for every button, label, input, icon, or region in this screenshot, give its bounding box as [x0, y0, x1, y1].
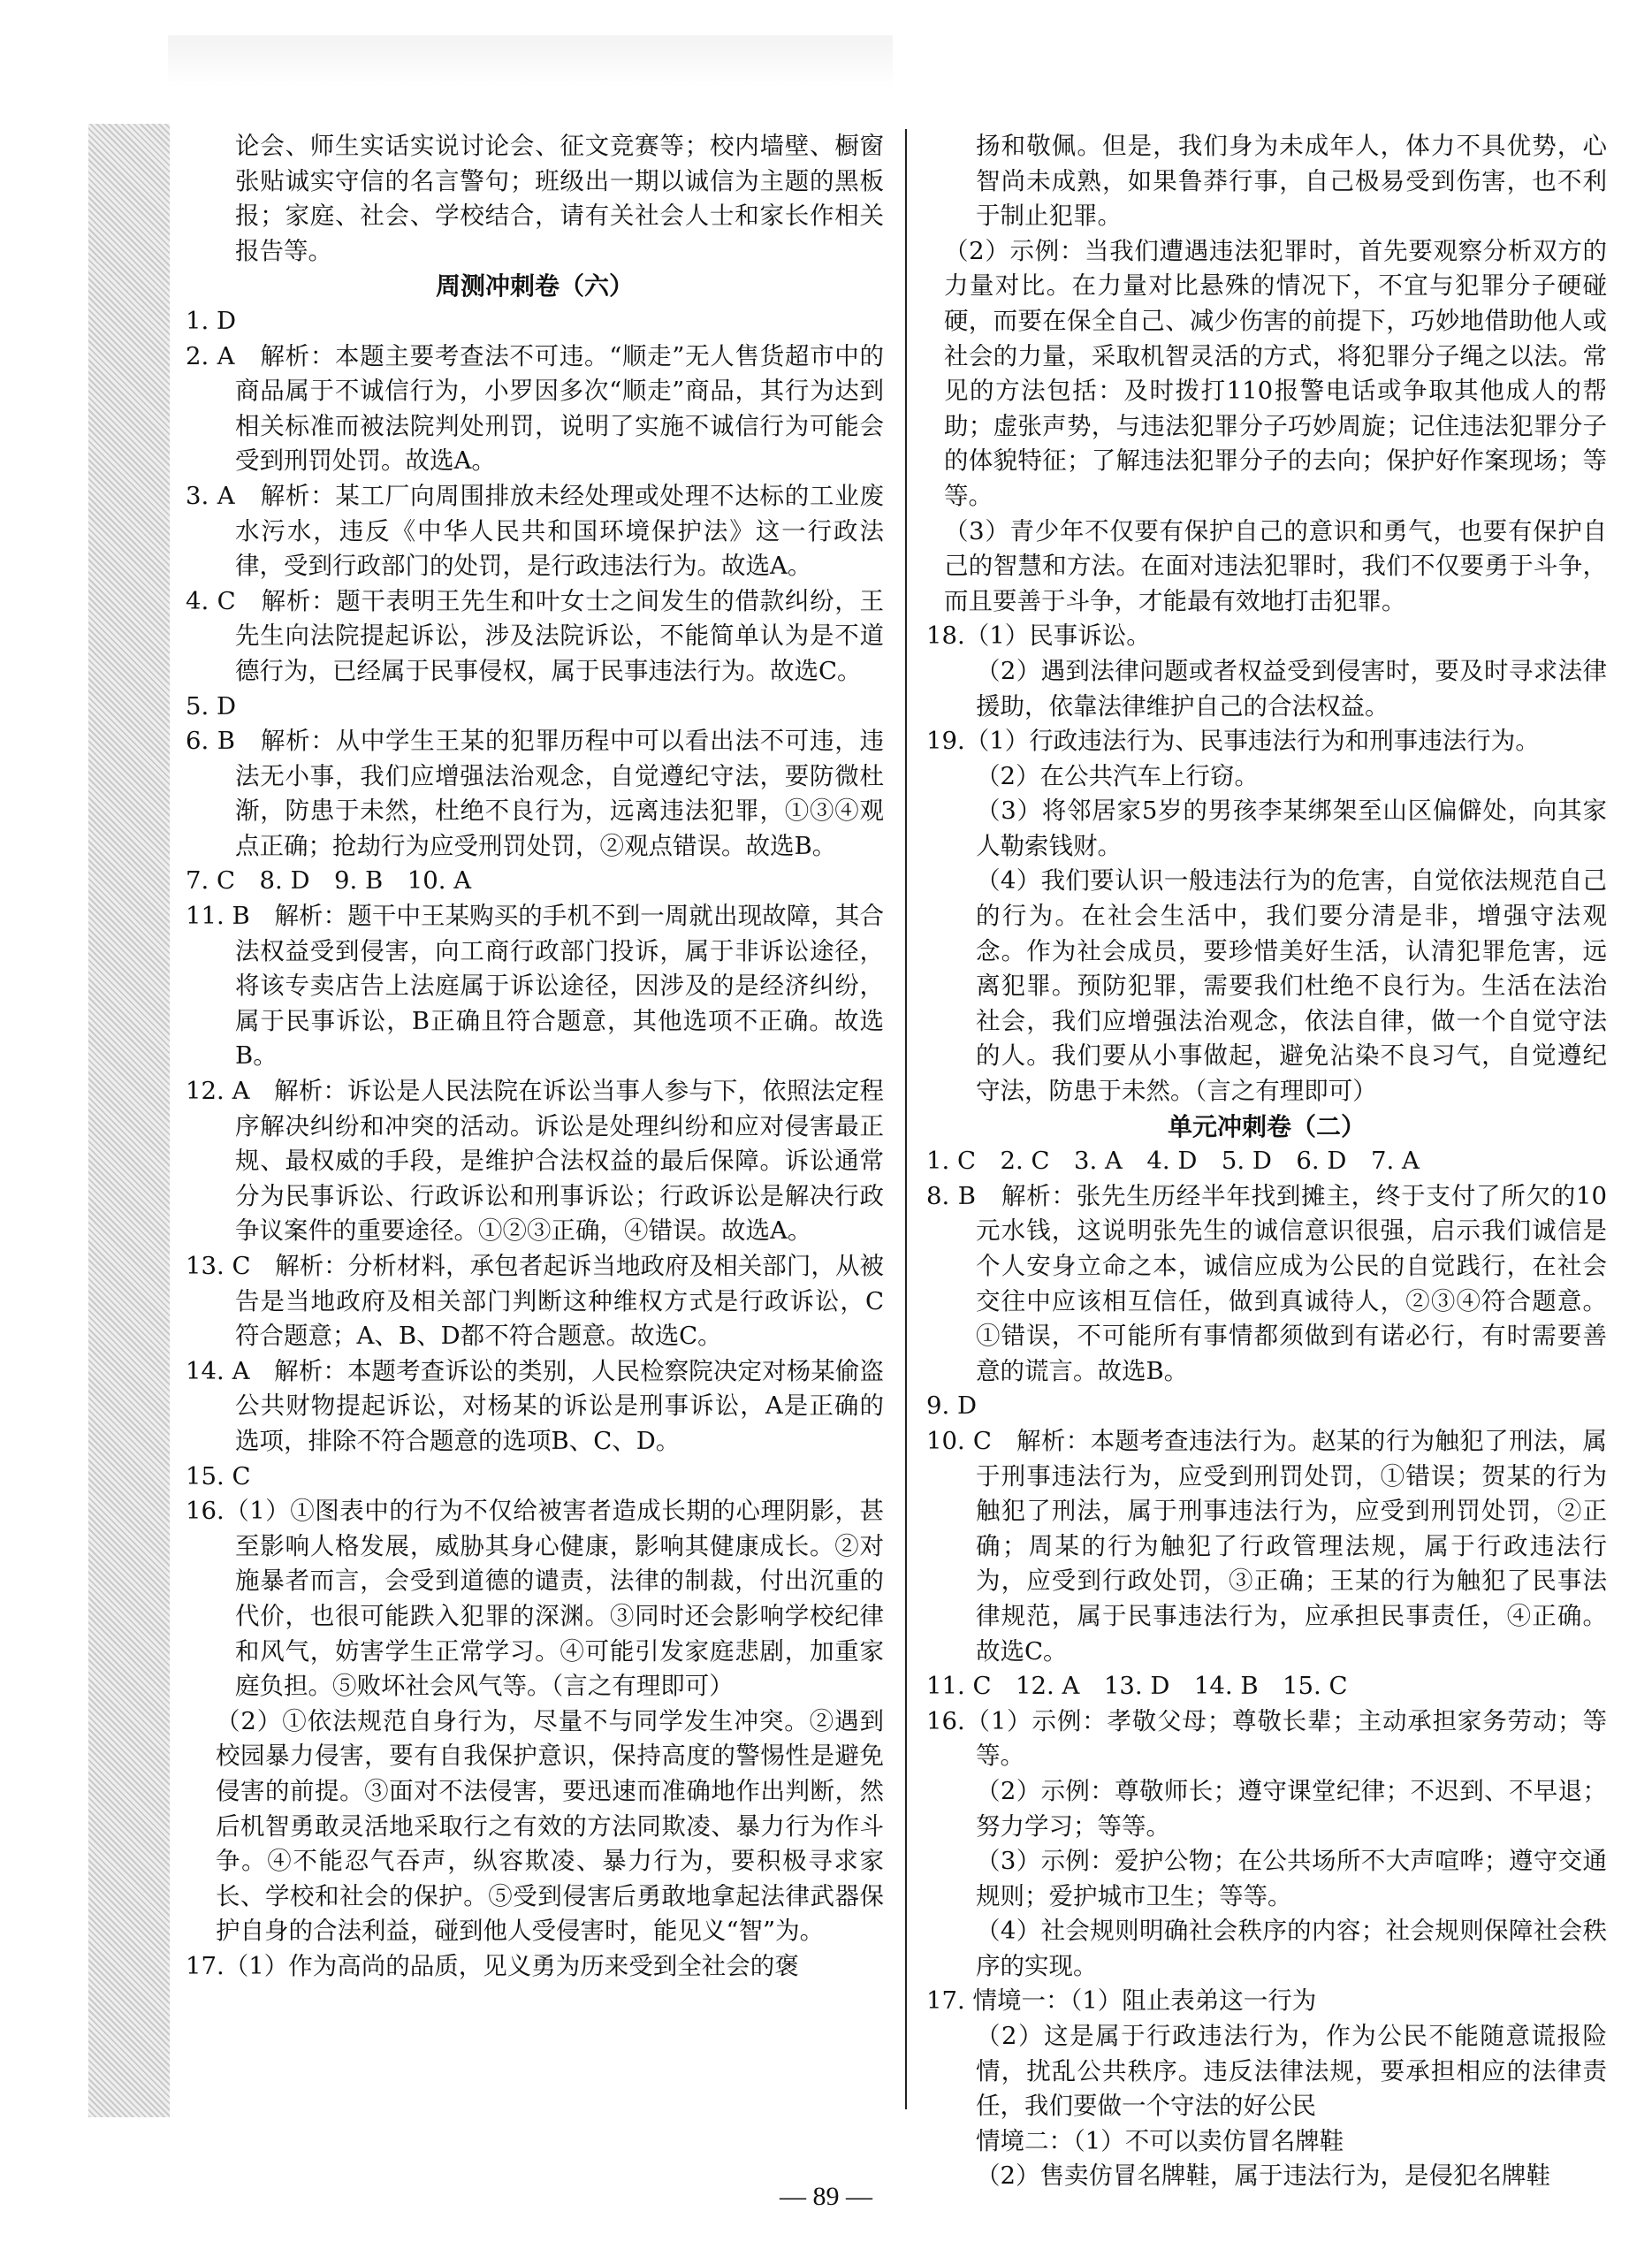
scan-smudge	[168, 35, 893, 88]
answer-item: （2）①依法规范自身行为，尽量不与同学发生冲突。②遇到校园暴力侵害，要有自我保护意识，保持高度的警惕性是避免侵害的前提。③面对不法侵害，要迅速而准确地作出判断，然后机智勇敢灵活地采取行之有效的方法同欺凌、暴力行为作斗争。④不能忍气吞声，纵容欺凌、暴力行为，要积极寻求家长、学校和社会的保护。⑤受到侵害后勇敢地拿起法律武器保护自身的合法利益，碰到他人受侵害时，能见义“智”为。	[216, 1706, 884, 1946]
answer-item: 18.（1）民事诉讼。	[926, 621, 1151, 651]
answer-item: 15. C	[186, 1461, 251, 1490]
section-title: 单元冲刺卷（二）	[1167, 1111, 1366, 1141]
column-divider	[905, 129, 907, 2109]
answer-item: （2）示例：当我们遭遇违法犯罪时，首先要观察分析双方的力量对比。在力量对比悬殊的情况下，不宜与犯罪分子硬碰硬，而要在保全自己、减少伤害的前提下，巧妙地借助他人或社会的力量，采取机智灵活的方式，将犯罪分子绳之以法。常见的方法包括：及时拨打110报警电话或争取其他成人的帮助；虚张声势，与违法犯罪分子巧妙周旋；记住违法犯罪分子的体貌特征；了解违法犯罪分子的去向；保护好作案现场；等等。	[944, 236, 1607, 510]
answer-item: 11. B 解析：题干中王某购买的手机不到一周就出现故障，其合法权益受到侵害，向工商行政部门投诉，属于非诉讼途径，将该专卖店告上法庭属于诉讼途径，因涉及的是经济纠纷，属于民事诉讼，B正确且符合题意，其他选项不正确。故选B。	[186, 902, 884, 1071]
answer-item: 3. A 解析：某工厂向周围排放未经处理或处理不达标的工业废水污水，违反《中华人民共和国环境保护法》这一行政法律，受到行政部门的处罚，是行政违法行为。故选A。	[186, 481, 884, 581]
answer-item: 7. C 8. D 9. B 10. A	[186, 866, 472, 896]
page-number: — 89 —	[780, 2182, 872, 2211]
answer-item: 情境二：（1）不可以卖仿冒名牌鞋	[976, 2126, 1344, 2155]
answer-item: 2. A 解析：本题主要考查法不可违。“顺走”无人售货超市中的商品属于不诚信行为，小罗因多次“顺走”商品，其行为达到相关标准而被法院判处刑罚，说明了实施不诚信行为可能会受到刑罚处罚。故选A。	[186, 341, 884, 476]
answer-item: （3）将邻居家5岁的男孩李某绑架至山区偏僻处，向其家人勒索钱财。	[976, 797, 1607, 860]
answer-item: 9. D	[926, 1391, 978, 1421]
answer-item: 1. C 2. C 3. A 4. D 5. D 6. D 7. A	[926, 1147, 1420, 1176]
answer-item: 6. B 解析：从中学生王某的犯罪历程中可以看出法不可违，违法无小事，我们应增强法治观念，自觉遵纪守法，要防微杜渐，防患于未然，杜绝不良行为，远离违法犯罪，①③④观点正确；抢劫行为应受刑罚处罚，②观点错误。故选B。	[186, 727, 884, 860]
answer-item: 12. A 解析：诉讼是人民法院在诉讼当事人参与下，依照法定程序解决纠纷和冲突的活动。诉讼是处理纠纷和应对侵害最正规、最权威的手段，是维护合法权益的最后保障。诉讼通常分为民事诉讼、行政诉讼和刑事诉讼；行政诉讼是解决行政争议案件的重要途径。①②③正确，④错误。故选A。	[186, 1077, 884, 1246]
answer-item: 13. C 解析：分析材料，承包者起诉当地政府及相关部门，从被告是当地政府及相关部门判断这种维权方式是行政诉讼，C符合题意；A、B、D都不符合题意。故选C。	[186, 1252, 884, 1351]
answer-item: （2）这是属于行政违法行为，作为公民不能随意谎报险情，扰乱公共秩序。违反法律法规，要承担相应的法律责任，我们要做一个守法的好公民	[976, 2022, 1607, 2121]
answer-item: 11. C 12. A 13. D 14. B 15. C	[926, 1672, 1348, 1701]
answer-item: 8. B 解析：张先生历经半年找到摊主，终于支付了所欠的10元水钱，这说明张先生的诚信意识很强，启示我们诚信是个人安身立命之本，诚信应成为公民的自觉践行，在社会交往中应该相互信任，做到真诚待人，②③④符合题意。①错误，不可能所有事情都须做到有诺必行，有时需要善意的谎言。故选B。	[926, 1181, 1607, 1385]
answer-item: 16.（1）示例：孝敬父母；尊敬长辈；主动承担家务劳动；等等。	[926, 1706, 1607, 1771]
answer-item: 16.（1）①图表中的行为不仅给被害者造成长期的心理阴影，甚至影响人格发展，威胁其身心健康，影响其健康成长。②对施暴者而言，会受到道德的谴责，法律的制裁，付出沉重的代价，也很可能跌入犯罪的深渊。③同时还会影响学校纪律和风气，妨害学生正常学习。④可能引发家庭悲剧，加重家庭负担。⑤败坏社会风气等。（言之有理即可）	[186, 1497, 884, 1701]
answer-item: 17.（1）作为高尚的品质，见义勇为历来受到全社会的褒	[186, 1951, 799, 1980]
answer-item: 4. C 解析：题干表明王先生和叶女士之间发生的借款纠纷，王先生向法院提起诉讼，涉及法院诉讼，不能简单认为是不道德行为，已经属于民事侵权，属于民事违法行为。故选C。	[186, 586, 884, 685]
section-title: 周测冲刺卷（六）	[435, 271, 634, 301]
answer-item: （2）遇到法律问题或者权益受到侵害时，要及时寻求法律援助，依靠法律维护自己的合法权益。	[976, 656, 1607, 720]
answer-item: （4）社会规则明确社会秩序的内容；社会规则保障社会秩序的实现。	[976, 1917, 1607, 1980]
right-column	[926, 129, 1607, 2191]
answer-item: 扬和敬佩。但是，我们身为未成年人，体力不具优势，心智尚未成熟，如果鲁莽行事，自己极易受到伤害，也不利于制止犯罪。	[976, 132, 1607, 231]
answer-item: 17. 情境一：（1）阻止表弟这一行为	[926, 1986, 1317, 2016]
answer-item: （3）青少年不仅要有保护自己的意识和勇气，也要有保护自己的智慧和方法。在面对违法犯罪时，我们不仅要勇于斗争，而且要善于斗争，才能最有效地打击犯罪。	[944, 516, 1607, 615]
answer-item: 论会、师生实话实说讨论会、征文竞赛等；校内墙壁、橱窗张贴诚实守信的名言警句；班级出一期以诚信为主题的黑板报；家庭、社会、学校结合，请有关社会人士和家长作相关报告等。	[235, 132, 884, 265]
answer-item: 14. A 解析：本题考查诉讼的类别，人民检察院决定对杨某偷盗公共财物提起诉讼，对杨某的诉讼是刑事诉讼，A是正确的选项，排除不符合题意的选项B、C、D。	[186, 1356, 884, 1455]
answer-item: 19.（1）行政违法行为、民事违法行为和刑事违法行为。	[926, 727, 1540, 756]
answer-item: 5. D	[186, 691, 237, 720]
binding-strip	[88, 124, 170, 2117]
answer-item: （2）在公共汽车上行窃。	[976, 761, 1259, 790]
answer-item: （3）示例：爱护公物；在公共场所不大声喧哗；遵守交通规则；爱护城市卫生；等等。	[976, 1847, 1607, 1910]
answer-item: （2）售卖仿冒名牌鞋，属于违法行为，是侵犯名牌鞋	[976, 2161, 1550, 2191]
answer-item: （2）示例：尊敬师长；遵守课堂纪律；不迟到、不早退；努力学习；等等。	[976, 1776, 1607, 1841]
answer-item: （4）我们要认识一般违法行为的危害，自觉依法规范自己的行为。在社会生活中，我们要分清是非，增强守法观念。作为社会成员，要珍惜美好生活，认清犯罪危害，远离犯罪。预防犯罪，需要我们杜绝不良行为。生活在法治社会，我们应增强法治观念，依法自律，做一个自觉守法的人。我们要从小事做起，避免沾染不良习气，自觉遵纪守法，防患于未然。（言之有理即可）	[976, 866, 1607, 1106]
answer-item: 10. C 解析：本题考查违法行为。赵某的行为触犯了刑法，属于刑事违法行为，应受到刑罚处罚，①错误；贺某的行为触犯了刑法，属于刑事违法行为，应受到刑罚处罚，②正确；周某的行为触犯了行政管理法规，属于行政违法行为，应受到行政处罚，③正确；王某的行为触犯了民事法律规范，属于民事违法行为，应承担民事责任，④正确。故选C。	[926, 1426, 1607, 1666]
answer-item: 1. D	[186, 306, 237, 335]
left-column	[186, 129, 884, 2109]
